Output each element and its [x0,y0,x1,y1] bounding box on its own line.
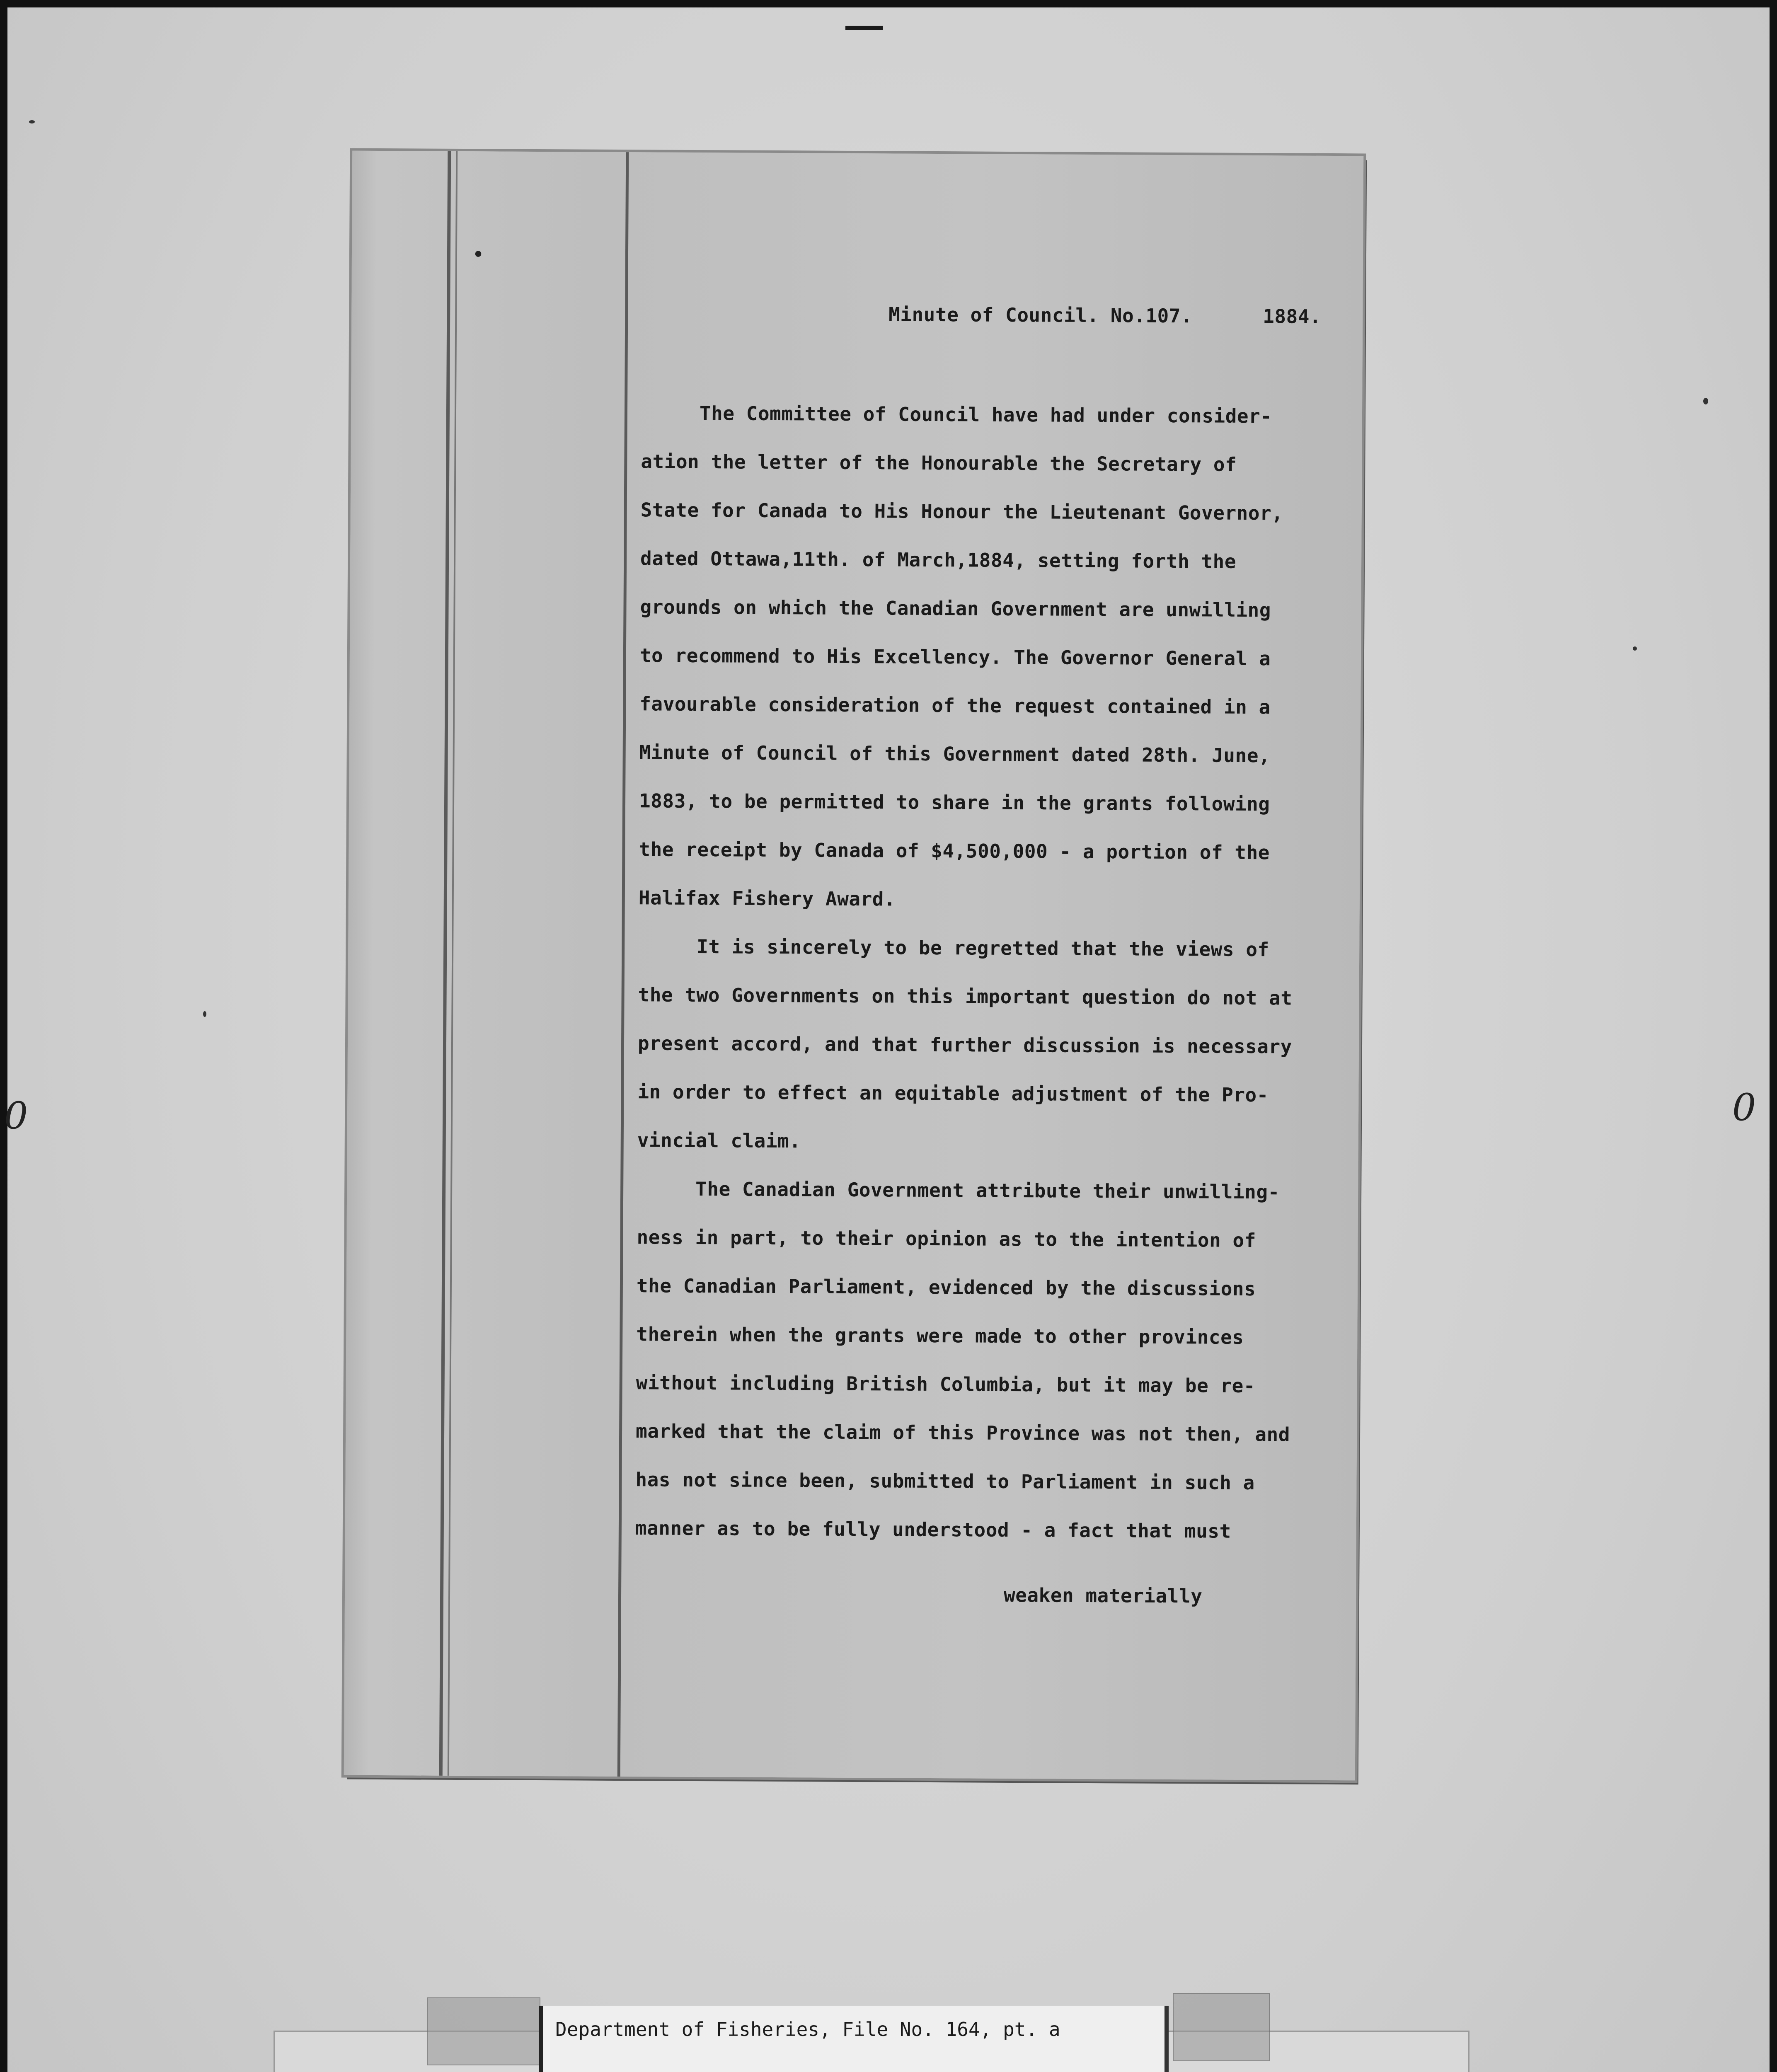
text-line: 1883, to be permitted to share in the grants following [639,789,1270,816]
text-line: State for Canada to His Honour the Lieutenant Governor, [640,499,1283,525]
text-line: grounds on which the Canadian Government are unwilling [640,595,1271,622]
text-line: has not since been, submitted to Parliament in such a [635,1468,1255,1494]
document-heading [642,289,1346,341]
text-line: the Canadian Parliament, evidenced by the discussions [636,1274,1256,1300]
text-line: ation the letter of the Honourable the Secretary of [641,450,1237,476]
document-lines [635,389,1346,1556]
text-line: The Committee of Council have had under consider- [641,402,1272,428]
file-label-card [539,2006,1169,2072]
text-line: the two Governments on this important question do not at [638,983,1293,1009]
text-line: marked that the claim of this Province was not then, and [635,1420,1290,1446]
text-line: to recommend to His Excellency. The Governor General a [639,644,1271,670]
film-speck [1633,646,1637,651]
text-line: without including British Columbia, but it may be re- [636,1371,1256,1397]
tape-piece [1173,1993,1270,2061]
right-margin-mark: 0 [1732,1086,1756,1129]
text-line: favourable consideration of the request contained in a [639,692,1271,719]
text-line: ness in part, to their opinion as to the intention of [637,1226,1256,1252]
tape-piece [427,1997,540,2065]
document-year: 1884. [1263,305,1322,328]
file-reference: Department of Fisheries, File No. 164, pt. a [555,2018,1060,2041]
text-line: the receipt by Canada of $4,500,000 - a portion of the [639,838,1270,864]
text-line: manner as to be fully understood - a fact that must [635,1517,1231,1542]
text-line: Halifax Fishery Award. [638,886,896,910]
document-body [635,289,1346,1621]
film-speck [203,1011,206,1017]
text-line: It is sincerely to be regretted that the views of [638,935,1269,961]
text-line: therein when the grants were made to other provinces [636,1323,1244,1348]
text-line: dated Ottawa,11th. of March,1884, setting forth the [640,547,1237,573]
left-margin-mark: 0 [4,1094,28,1138]
text-line: Minute of Council of this Government dated 28th. June, [639,741,1271,767]
margin-rule [617,152,629,1777]
frame-top-mark [845,26,883,30]
film-speck [1703,398,1708,404]
text-line: vincial claim. [637,1129,801,1152]
text-line: present accord, and that further discussion is necessary [637,1032,1293,1058]
document-sheet [344,151,1363,1781]
minute-number: Minute of Council. No.107. [888,303,1193,327]
text-line: The Canadian Government attribute their unwilling- [637,1177,1280,1203]
catchword: weaken materially [1003,1583,1203,1607]
film-speck [29,120,35,123]
sheet-ink-mark: • [472,242,485,267]
text-line: in order to effect an equitable adjustment of the Pro- [637,1080,1269,1106]
